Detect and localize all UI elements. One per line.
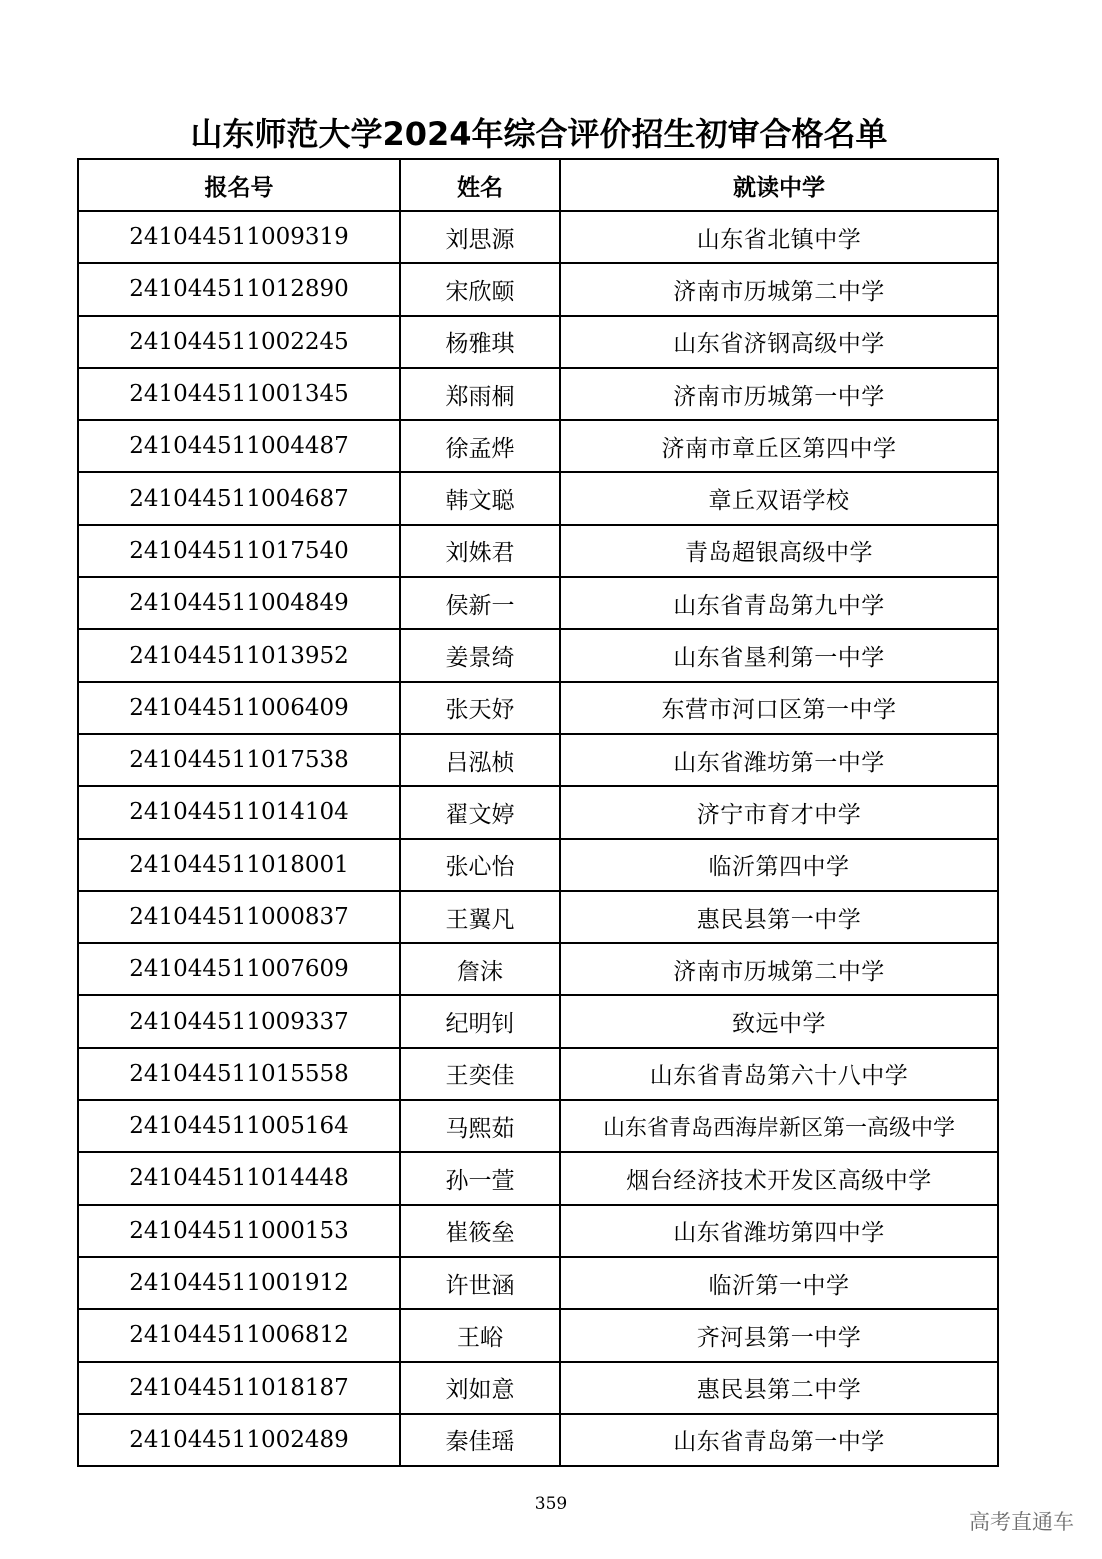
cell-registration-id: 241044511015558 xyxy=(78,1048,400,1100)
cell-registration-id: 241044511005164 xyxy=(78,1100,400,1152)
cell-student-name: 王奕佳 xyxy=(400,1048,560,1100)
cell-student-name: 韩文聪 xyxy=(400,472,560,524)
watermark-text: 高考直通车 xyxy=(969,1510,1074,1534)
cell-school-name: 山东省济钢高级中学 xyxy=(560,316,998,368)
table-row xyxy=(78,839,998,891)
cell-school-name: 章丘双语学校 xyxy=(560,472,998,524)
cell-school-name: 济南市章丘区第四中学 xyxy=(560,420,998,472)
table-header xyxy=(78,159,998,211)
table-row xyxy=(78,1205,998,1257)
cell-student-name: 刘思源 xyxy=(400,211,560,263)
cell-student-name: 张天妤 xyxy=(400,682,560,734)
page-number: 359 xyxy=(534,1494,568,1514)
cell-registration-id: 241044511004687 xyxy=(78,472,400,524)
cell-student-name: 翟文婷 xyxy=(400,786,560,838)
cell-registration-id: 241044511018187 xyxy=(78,1362,400,1414)
cell-registration-id: 241044511017540 xyxy=(78,525,400,577)
cell-student-name: 刘姝君 xyxy=(400,525,560,577)
cell-registration-id: 241044511006812 xyxy=(78,1309,400,1361)
cell-registration-id: 241044511001912 xyxy=(78,1257,400,1309)
cell-student-name: 吕泓桢 xyxy=(400,734,560,786)
cell-student-name: 崔筱垒 xyxy=(400,1205,560,1257)
cell-student-name: 纪明钊 xyxy=(400,995,560,1047)
roster-table xyxy=(77,158,999,1467)
cell-registration-id: 241044511009337 xyxy=(78,995,400,1047)
cell-student-name: 侯新一 xyxy=(400,577,560,629)
cell-school-name: 临沂第一中学 xyxy=(560,1257,998,1309)
cell-student-name: 詹沫 xyxy=(400,943,560,995)
table-row xyxy=(78,1100,998,1152)
cell-school-name: 齐河县第一中学 xyxy=(560,1309,998,1361)
cell-registration-id: 241044511017538 xyxy=(78,734,400,786)
cell-registration-id: 241044511000153 xyxy=(78,1205,400,1257)
cell-student-name: 王翼凡 xyxy=(400,891,560,943)
table-row xyxy=(78,1152,998,1204)
cell-registration-id: 241044511004487 xyxy=(78,420,400,472)
page-title: 山东师范大学2024年综合评价招生初审合格名单 xyxy=(190,115,888,153)
cell-student-name: 宋欣颐 xyxy=(400,263,560,315)
cell-registration-id: 241044511009319 xyxy=(78,211,400,263)
cell-student-name: 许世涵 xyxy=(400,1257,560,1309)
cell-registration-id: 241044511014104 xyxy=(78,786,400,838)
cell-school-name: 济南市历城第一中学 xyxy=(560,368,998,420)
cell-school-name: 惠民县第一中学 xyxy=(560,891,998,943)
cell-school-name: 山东省青岛西海岸新区第一高级中学 xyxy=(560,1100,998,1152)
cell-student-name: 刘如意 xyxy=(400,1362,560,1414)
table-row xyxy=(78,891,998,943)
table-row xyxy=(78,211,998,263)
cell-school-name: 致远中学 xyxy=(560,995,998,1047)
cell-student-name: 秦佳瑶 xyxy=(400,1414,560,1466)
header-id: 报名号 xyxy=(78,159,400,211)
table-row xyxy=(78,368,998,420)
cell-student-name: 王峪 xyxy=(400,1309,560,1361)
cell-school-name: 济宁市育才中学 xyxy=(560,786,998,838)
cell-registration-id: 241044511004849 xyxy=(78,577,400,629)
cell-school-name: 山东省垦利第一中学 xyxy=(560,629,998,681)
table-row xyxy=(78,577,998,629)
table-row xyxy=(78,1048,998,1100)
table-row xyxy=(78,472,998,524)
cell-registration-id: 241044511007609 xyxy=(78,943,400,995)
header-row xyxy=(78,159,998,211)
header-school: 就读中学 xyxy=(560,159,998,211)
table-row xyxy=(78,420,998,472)
cell-school-name: 山东省青岛第一中学 xyxy=(560,1414,998,1466)
cell-registration-id: 241044511002245 xyxy=(78,316,400,368)
cell-school-name: 青岛超银高级中学 xyxy=(560,525,998,577)
cell-school-name: 临沂第四中学 xyxy=(560,839,998,891)
cell-student-name: 马熙茹 xyxy=(400,1100,560,1152)
cell-school-name: 山东省潍坊第四中学 xyxy=(560,1205,998,1257)
table-row xyxy=(78,682,998,734)
cell-registration-id: 241044511000837 xyxy=(78,891,400,943)
cell-student-name: 郑雨桐 xyxy=(400,368,560,420)
cell-registration-id: 241044511006409 xyxy=(78,682,400,734)
table-row xyxy=(78,629,998,681)
header-name: 姓名 xyxy=(400,159,560,211)
cell-student-name: 孙一萱 xyxy=(400,1152,560,1204)
cell-registration-id: 241044511002489 xyxy=(78,1414,400,1466)
table-row xyxy=(78,786,998,838)
table-row xyxy=(78,316,998,368)
table-row xyxy=(78,1362,998,1414)
cell-registration-id: 241044511018001 xyxy=(78,839,400,891)
table-row xyxy=(78,1257,998,1309)
table-row xyxy=(78,1414,998,1466)
cell-student-name: 杨雅琪 xyxy=(400,316,560,368)
cell-registration-id: 241044511012890 xyxy=(78,263,400,315)
table-body xyxy=(78,211,998,1466)
table-row xyxy=(78,995,998,1047)
cell-registration-id: 241044511014448 xyxy=(78,1152,400,1204)
cell-registration-id: 241044511001345 xyxy=(78,368,400,420)
cell-student-name: 张心怡 xyxy=(400,839,560,891)
cell-school-name: 东营市河口区第一中学 xyxy=(560,682,998,734)
cell-student-name: 姜景绮 xyxy=(400,629,560,681)
cell-school-name: 山东省潍坊第一中学 xyxy=(560,734,998,786)
cell-school-name: 济南市历城第二中学 xyxy=(560,263,998,315)
table-row xyxy=(78,263,998,315)
table-row xyxy=(78,734,998,786)
table-row xyxy=(78,1309,998,1361)
cell-school-name: 山东省北镇中学 xyxy=(560,211,998,263)
table-row xyxy=(78,943,998,995)
table-row xyxy=(78,525,998,577)
cell-school-name: 惠民县第二中学 xyxy=(560,1362,998,1414)
cell-school-name: 烟台经济技术开发区高级中学 xyxy=(560,1152,998,1204)
cell-school-name: 山东省青岛第九中学 xyxy=(560,577,998,629)
cell-student-name: 徐孟烨 xyxy=(400,420,560,472)
cell-school-name: 山东省青岛第六十八中学 xyxy=(560,1048,998,1100)
cell-registration-id: 241044511013952 xyxy=(78,629,400,681)
cell-school-name: 济南市历城第二中学 xyxy=(560,943,998,995)
